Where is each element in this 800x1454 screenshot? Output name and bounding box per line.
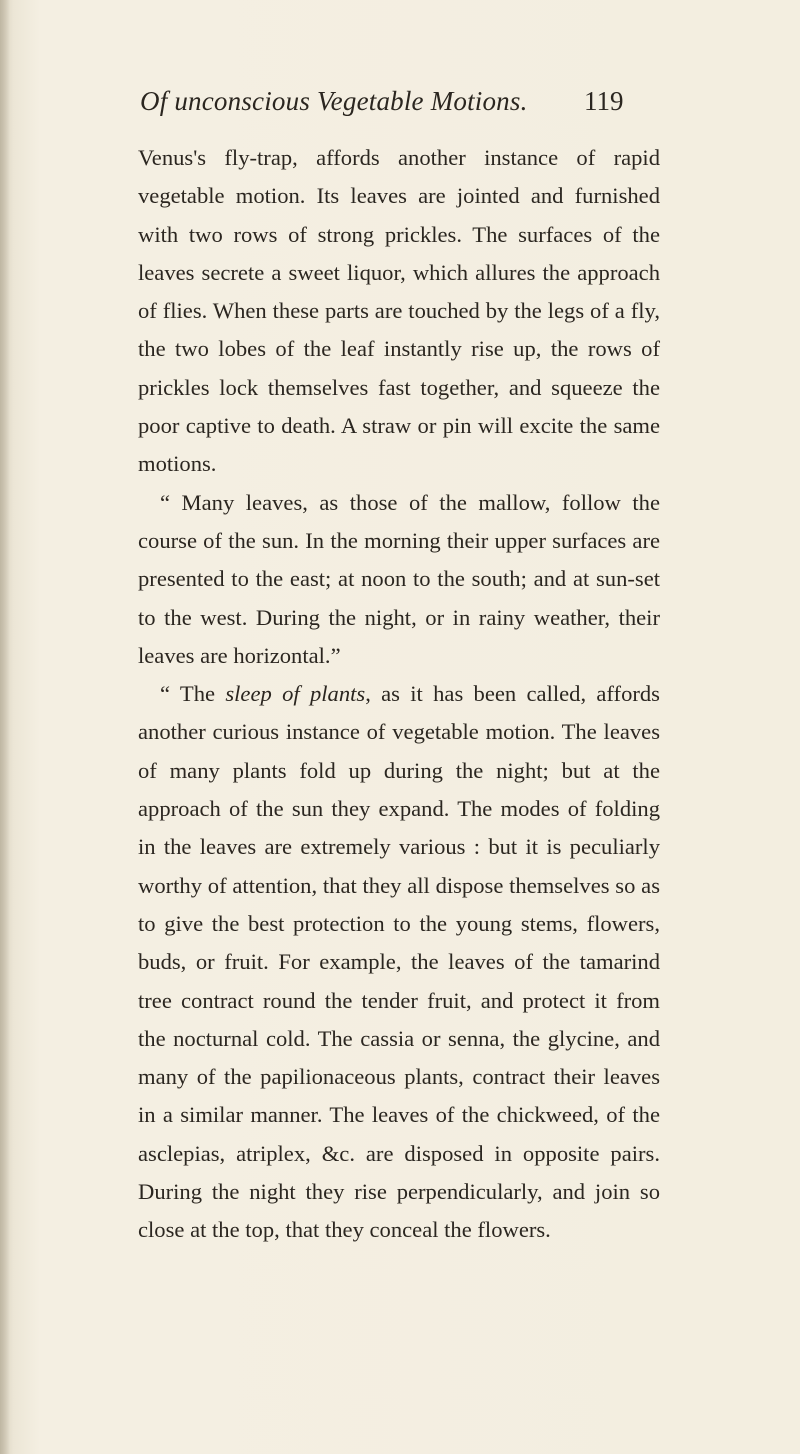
running-head bbox=[120, 86, 760, 126]
paragraph-mallow-quote: “ Many leaves, as those of the mallow, follow the course of the sun. In the morning their upper surfaces are presented to the east; at noon to the south; and at sun-set to the west. During the night, or in rainy weather, their leaves are horizontal.” bbox=[138, 489, 660, 668]
running-title: Of unconscious Vegetable Motions. bbox=[140, 86, 528, 116]
paragraph-sleep-of-plants bbox=[138, 675, 660, 1249]
italic-term: sleep of plants bbox=[225, 681, 366, 707]
body-text bbox=[138, 139, 660, 1250]
binding-gutter bbox=[0, 0, 10, 1454]
paragraph-venus-fly-trap: Venus's fly-trap, affords another instance of rapid vegetable motion. Its leaves are jointed and furnished with two rows of strong prickles. The surfaces of the leaves secrete a sweet liquor, which allures the approach of flies. When these parts are touched by the legs of a fly, the two lobes of the leaf instantly rise up, the rows of prickles lock themselves fast together, and squeeze the poor captive to death. A straw or pin will excite the same motions. bbox=[138, 145, 660, 477]
paragraph-body: , as it has been called, affords another curious instance of vegetable motion. The leaves of many plants fold up during the night; but at the approach of the sun they expand. The modes of folding in the leaves are extremely various : but it is peculiarly worthy of attention, that they all dispose themselves so as to give the best protection to the young stems, flowers, buds, or fruit. For example, the leaves of the tamarind tree contract round the tender fruit, and protect it from the nocturnal cold. The cassia or senna, the glycine, and many of the papilionaceous plants, contract their leaves in a similar manner. The leaves of the chickweed, of the asclepias, atriplex, &c. are disposed in opposite pairs. During the night they rise perpendicularly, and join so close at the top, that they conceal the flowers. bbox=[138, 681, 660, 1243]
paragraph-opening: “ The bbox=[160, 681, 226, 707]
page-number: 119 bbox=[584, 86, 624, 116]
